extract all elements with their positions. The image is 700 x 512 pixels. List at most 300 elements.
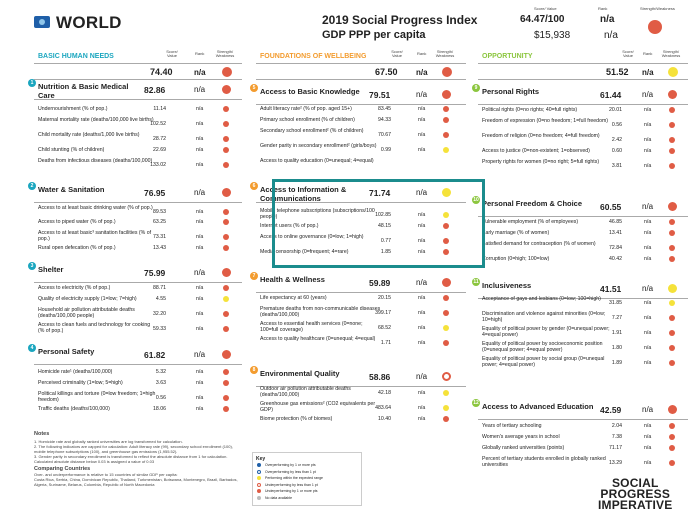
section-number-badge: 7 (250, 272, 258, 280)
indicator-label: Globally ranked universities (points) (482, 445, 565, 451)
indicator-value: 3.63 (155, 380, 166, 386)
indicator-value: 1.85 (380, 249, 391, 255)
note-1: 1. Homicide rate and globally ranked universities are log transformed for calculation. (34, 439, 183, 444)
comparing-text: Over- and underperformance is relative to 15 countries of similar GDP per capita: (34, 472, 178, 477)
section-number-badge: 9 (472, 84, 480, 92)
indicator-strength-dot (223, 395, 229, 401)
indicator-rank: n/a (196, 369, 204, 375)
indicator-value: 0.99 (380, 147, 391, 153)
indicator-strength-dot (669, 256, 675, 262)
indicator-label: Undernourishment (% of pop.) (38, 106, 108, 112)
indicator-label: Premature deaths from non-communicable diseases (deaths/100,000) (260, 306, 381, 319)
indicator-value: 28.72 (153, 136, 166, 142)
divider (256, 292, 466, 293)
indicator-value: 68.52 (378, 325, 391, 331)
section-title: Personal Freedom & Choice (482, 199, 583, 208)
key-swatch (257, 483, 261, 487)
section-number-badge: 5 (250, 84, 258, 92)
indicator-label: Maternal mortality rate (deaths/100,000 live births) (38, 117, 154, 123)
indicator-strength-dot (443, 390, 449, 396)
column-title: OPPORTUNITY (482, 53, 533, 60)
section-title: Nutrition & Basic Medical Care (38, 82, 129, 100)
indicator-label: Vulnerable employment (% of employees) (482, 219, 579, 225)
indicator-label: Access to at least basic³ sanitation facilities (% of pop.) (38, 230, 152, 243)
section-number-badge: 1 (28, 79, 36, 87)
indicator-strength-dot (223, 406, 229, 412)
key-label: Performing within the expected range (265, 476, 323, 480)
divider (256, 104, 466, 105)
section-strength-dot (222, 268, 231, 277)
section-rank: n/a (642, 405, 654, 414)
section-rank: n/a (194, 85, 206, 94)
indicator-rank: n/a (418, 405, 426, 411)
indicator-strength-dot (223, 136, 229, 142)
indicator-value: 0.77 (380, 238, 391, 244)
indicator-rank: n/a (644, 300, 652, 306)
section-score: 79.51 (369, 90, 391, 100)
indicator-value: 73.31 (153, 234, 166, 240)
col-sw-header: Strength/ Weakness (215, 49, 235, 59)
logo-line-3: IMPERATIVE (598, 498, 673, 512)
indicator-label: Access to quality education (0=unequal; 4=equal) (260, 158, 374, 164)
indicator-strength-dot (669, 245, 675, 251)
indicator-strength-dot (443, 132, 449, 138)
indicator-value: 31.85 (609, 300, 622, 306)
section-strength-dot (668, 284, 677, 293)
indicator-label: Property rights for women (0=no right; 5=full rights) (482, 159, 600, 165)
indicator-rank: n/a (418, 117, 426, 123)
section-title: Personal Safety (38, 347, 95, 356)
section-score: 61.82 (144, 350, 166, 360)
section-number-badge: 3 (28, 262, 36, 270)
country-title: WORLD (56, 13, 122, 32)
indicator-rank: n/a (644, 330, 652, 336)
indicator-value: 11.14 (153, 106, 166, 112)
indicator-label: Access to justice (0=non-existent; 1=observed) (482, 148, 590, 154)
indicator-label: Political killings and torture (0=low freedom; 1=high freedom) (38, 391, 156, 404)
indicator-label: Freedom of expression (0=no freedom; 1=full freedom) (482, 118, 609, 124)
indicator-rank: n/a (418, 390, 426, 396)
divider (34, 99, 242, 100)
indicator-label: Access to quality healthcare (0=unequal; 4=equal) (260, 336, 376, 342)
indicator-label: Quality of electricity supply (1=low; 7=high) (38, 296, 137, 302)
indicator-label: Satisfied demand for contraception (% of women) (482, 241, 596, 247)
section-strength-dot (442, 278, 451, 287)
indicator-strength-dot (669, 148, 675, 154)
indicator-value: 3.81 (611, 163, 622, 169)
indicator-rank: n/a (196, 285, 204, 291)
indicator-label: Corruption (0=high; 100=low) (482, 256, 550, 262)
section-number-badge: 12 (473, 400, 479, 406)
section-title: Personal Rights (482, 87, 540, 96)
indicator-rank: n/a (196, 326, 204, 332)
indicator-strength-dot (669, 163, 675, 169)
column-title: BASIC HUMAN NEEDS (38, 53, 114, 60)
sw-header: Strength/Weakness (640, 6, 675, 11)
index-title: 2019 Social Progress Index (322, 13, 478, 27)
divider (34, 202, 242, 203)
indicator-value: 18.06 (153, 406, 166, 412)
indicator-rank: n/a (644, 219, 652, 225)
divider (478, 419, 688, 420)
key-swatch (257, 496, 261, 500)
indicator-strength-dot (669, 360, 675, 366)
indicator-value: 42.18 (378, 390, 391, 396)
indicator-value: 48.15 (378, 223, 391, 229)
indicator-strength-dot (443, 325, 449, 331)
indicator-value: 4.55 (155, 296, 166, 302)
indicator-value: 7.27 (611, 315, 622, 321)
comparing-title: Comparing Countries (34, 466, 91, 472)
indicator-value: 32.20 (153, 311, 166, 317)
divider (478, 63, 688, 64)
indicator-rank: n/a (418, 147, 426, 153)
section-number-badge: 4 (28, 344, 36, 352)
indicator-strength-dot (669, 122, 675, 128)
notes-title: Notes (34, 431, 50, 437)
section-rank: n/a (416, 278, 428, 287)
col-score-header: Score/ Value (622, 49, 634, 59)
indicator-strength-dot (669, 460, 675, 466)
key-label: Overperforming by 1 or more pts (265, 463, 316, 467)
indicator-strength-dot (669, 219, 675, 225)
section-score: 58.86 (369, 372, 391, 382)
indicator-value: 71.17 (609, 445, 622, 451)
indicator-value: 0.60 (611, 148, 622, 154)
column-rank: n/a (642, 68, 654, 77)
indicator-rank: n/a (418, 223, 426, 229)
section-number-badge: 2 (28, 182, 36, 190)
section-rank: n/a (416, 188, 428, 197)
indicator-rank: n/a (196, 219, 204, 225)
section-strength-dot (442, 90, 451, 99)
score-header: Score/ Value (534, 6, 557, 11)
indicator-rank: n/a (644, 245, 652, 251)
indicator-value: 10.40 (378, 416, 391, 422)
indicator-value: 20.01 (609, 107, 622, 113)
indicator-label: Perceived criminality (1=low; 5=high) (38, 380, 123, 386)
indicator-strength-dot (669, 230, 675, 236)
indicator-strength-dot (223, 369, 229, 375)
section-rank: n/a (642, 90, 654, 99)
col-sw-header: Strength/ Weakness (435, 49, 455, 59)
column-strength-dot (668, 67, 678, 77)
section-strength-dot (668, 202, 677, 211)
section-rank: n/a (194, 350, 206, 359)
note-2: 2. The following indicators are capped for calculation: Adult literacy rate (99), secondary school enrollment (100), mobile telephone subscriptions (100), and greenhouse gas emissions (1,955.52). (34, 444, 233, 454)
divider (34, 282, 242, 283)
indicator-label: Equality of political power by gender (0=unequal power; 4=equal power) (482, 326, 610, 339)
indicator-strength-dot (223, 209, 229, 215)
indicator-strength-dot (443, 295, 449, 301)
section-rank: n/a (194, 268, 206, 277)
indicator-value: 399.17 (375, 310, 391, 316)
indicator-strength-dot (223, 311, 229, 317)
indicator-rank: n/a (644, 107, 652, 113)
notes-section (34, 432, 239, 487)
indicator-strength-dot (443, 106, 449, 112)
section-strength-dot (668, 405, 677, 414)
indicator-rank: n/a (196, 106, 204, 112)
indicator-rank: n/a (196, 296, 204, 302)
section-strength-dot (222, 188, 231, 197)
indicator-value: 13.43 (153, 245, 166, 251)
indicator-strength-dot (669, 107, 675, 113)
col-rank-header: Rank (195, 51, 205, 56)
indicator-rank: n/a (418, 325, 426, 331)
indicator-strength-dot (443, 147, 449, 153)
indicator-rank: n/a (644, 423, 652, 429)
index-subtitle: GDP PPP per capita (322, 29, 426, 41)
section-score: 82.86 (144, 85, 166, 95)
indicator-rank: n/a (418, 238, 426, 244)
column-strength-dot (442, 67, 452, 77)
indicator-strength-dot (669, 423, 675, 429)
indicator-strength-dot (443, 416, 449, 422)
indicator-strength-dot (223, 106, 229, 112)
indicator-value: 89.53 (153, 209, 166, 215)
indicator-strength-dot (223, 380, 229, 386)
key-label: Underperforming by less than 1 pt (265, 482, 318, 487)
indicator-rank: n/a (196, 245, 204, 251)
indicator-strength-dot (223, 121, 229, 127)
col-rank-header: Rank (643, 51, 653, 56)
comparing-countries: Costa Rica, Serbia, China, Dominican Republic, Thailand, Turkmenistan, Botswana, Montenegro, Brazil, Barbados, Algeria, Suriname, Belarus, Colombia, Republic of North Macedonia (34, 477, 238, 487)
indicator-label: Internet users (% of pop.) (260, 223, 319, 229)
indicator-label: Household air pollution attributable deaths (deaths/100,000 people) (38, 307, 135, 320)
indicator-rank: n/a (418, 340, 426, 346)
section-score: 76.95 (144, 188, 166, 198)
key-title: Key (256, 456, 266, 462)
col-rank-header: Rank (417, 51, 427, 56)
indicator-label: Freedom of religion (0=no freedom; 4=full freedom) (482, 133, 600, 139)
indicator-value: 0.56 (611, 122, 622, 128)
section-title: Health & Wellness (260, 275, 325, 284)
section-rank: n/a (416, 90, 428, 99)
indicator-label: Years of tertiary schooling (482, 423, 542, 429)
indicator-strength-dot (223, 245, 229, 251)
section-title: Water & Sanitation (38, 185, 105, 194)
section-score: 71.74 (369, 188, 391, 198)
divider (256, 63, 466, 64)
indicator-label: Child stunting (% of children) (38, 147, 105, 153)
indicator-value: 1.80 (611, 345, 622, 351)
indicator-rank: n/a (418, 295, 426, 301)
indicator-label: Access to at least basic drinking water (% of pop.) (38, 205, 153, 211)
divider (478, 216, 688, 217)
indicator-strength-dot (223, 219, 229, 225)
section-title: Access to Basic Knowledge (260, 87, 360, 96)
indicator-rank: n/a (644, 148, 652, 154)
indicator-rank: n/a (196, 406, 204, 412)
indicator-value: 1.89 (611, 360, 622, 366)
indicator-rank: n/a (644, 163, 652, 169)
indicator-value: 83.45 (378, 106, 391, 112)
highlight-box (272, 179, 485, 268)
indicator-strength-dot (223, 234, 229, 240)
indicator-value: 102.52 (150, 121, 166, 127)
indicator-label: Equality of political power by social group (0=unequal power; 4=equal power) (482, 356, 605, 369)
section-rank: n/a (194, 188, 206, 197)
indicator-label: Rural open defecation (% of pop.) (38, 245, 116, 251)
indicator-rank: n/a (644, 122, 652, 128)
section-number-badge: 11 (473, 279, 479, 285)
section-score: 75.99 (144, 268, 166, 278)
indicator-rank: n/a (644, 445, 652, 451)
column-rank: n/a (194, 68, 206, 77)
section-title: Environmental Quality (260, 369, 340, 378)
section-number-badge: 6 (250, 182, 258, 190)
rank-header: Rank (598, 6, 608, 11)
indicator-label: Primary school enrollment (% of children) (260, 117, 355, 123)
indicator-value: 46.85 (609, 219, 622, 225)
section-score: 60.55 (600, 202, 622, 212)
indicator-rank: n/a (644, 360, 652, 366)
indicator-strength-dot (669, 345, 675, 351)
section-strength-dot (222, 350, 231, 359)
indicator-value: 7.38 (611, 434, 622, 440)
indicator-strength-dot (443, 405, 449, 411)
overall-rank: n/a (600, 14, 615, 25)
column-strength-dot (222, 67, 232, 77)
col-sw-header: Strength/ Weakness (661, 49, 681, 59)
section-score: 59.89 (369, 278, 391, 288)
indicator-value: 13.29 (609, 460, 622, 466)
col-score-header: Score/ Value (166, 49, 178, 59)
section-strength-dot (442, 372, 451, 381)
legend-key (252, 452, 362, 506)
indicator-rank: n/a (644, 434, 652, 440)
indicator-strength-dot (669, 434, 675, 440)
indicator-value: 63.25 (153, 219, 166, 225)
indicator-label: Access to clean fuels and technology for cooking (% of pop.) (38, 322, 151, 335)
indicator-rank: n/a (196, 311, 204, 317)
section-number-badge: 8 (250, 366, 258, 374)
key-label: Overperforming by less than 1 pt (265, 469, 316, 474)
section-strength-dot (668, 90, 677, 99)
section-title: Inclusiveness (482, 281, 532, 290)
key-label: Underperforming by 1 or more pts (265, 489, 318, 493)
section-strength-dot (222, 85, 231, 94)
indicator-rank: n/a (196, 234, 204, 240)
indicator-rank: n/a (418, 310, 426, 316)
indicator-strength-dot (443, 340, 449, 346)
indicator-label: Life expectancy at 60 (years) (260, 295, 327, 301)
section-score: 61.44 (600, 90, 622, 100)
overall-strength-dot (648, 20, 662, 34)
indicator-rank: n/a (418, 132, 426, 138)
indicator-rank: n/a (644, 315, 652, 321)
indicator-value: 133.02 (150, 162, 166, 168)
indicator-rank: n/a (196, 121, 204, 127)
divider (34, 79, 242, 80)
indicator-strength-dot (223, 285, 229, 291)
indicator-rank: n/a (196, 162, 204, 168)
indicator-label: Access to electricity (% of pop.) (38, 285, 111, 291)
indicator-strength-dot (223, 162, 229, 168)
indicator-rank: n/a (644, 460, 652, 466)
section-title: Access to Advanced Education (482, 402, 594, 411)
section-score: 41.51 (600, 284, 622, 294)
indicator-value: 22.69 (153, 147, 166, 153)
indicator-label: Homicide rate¹ (deaths/100,000) (38, 369, 113, 375)
indicator-rank: n/a (196, 147, 204, 153)
indicator-strength-dot (223, 296, 229, 302)
section-rank: n/a (642, 284, 654, 293)
indicator-value: 5.32 (155, 369, 166, 375)
note-3: 3. Gender parity in secondary enrollment is transformed to reflect the absolute distance from 1 for calculation. Calculated absolute distance below 0.03 is assigned a value of 0.03 (34, 454, 228, 464)
globe-icon (34, 16, 50, 28)
section-rank: n/a (642, 202, 654, 211)
indicator-value: 70.67 (378, 132, 391, 138)
divider (478, 79, 688, 80)
indicator-value: 2.04 (611, 423, 622, 429)
key-swatch (257, 470, 261, 474)
indicator-rank: n/a (644, 230, 652, 236)
indicator-label: Media censorship (0=frequent; 4=rare) (260, 249, 349, 255)
divider (256, 79, 466, 80)
indicator-strength-dot (223, 147, 229, 153)
indicator-strength-dot (443, 117, 449, 123)
logo-line-2: PROGRESS (600, 487, 671, 501)
indicator-label: Equality of political power by socioeconomic position (0=unequal power; 4=equal power) (482, 341, 603, 354)
indicator-rank: n/a (196, 209, 204, 215)
indicator-rank: n/a (418, 106, 426, 112)
indicator-value: 59.33 (153, 326, 166, 332)
indicator-value: 102.85 (375, 212, 391, 218)
indicator-value: 1.91 (611, 330, 622, 336)
indicator-label: Outdoor air pollution attributable deaths (deaths/100,000) (260, 386, 351, 399)
indicator-strength-dot (443, 310, 449, 316)
indicator-rank: n/a (196, 380, 204, 386)
key-swatch (257, 489, 261, 493)
indicator-rank: n/a (196, 395, 204, 401)
indicator-strength-dot (669, 445, 675, 451)
section-rank: n/a (416, 372, 428, 381)
indicator-label: Early marriage (% of women) (482, 230, 550, 236)
indicator-label: Adult literacy rate² (% of pop. aged 15+) (260, 106, 352, 112)
spi-logo (598, 478, 672, 511)
indicator-value: 13.41 (609, 230, 622, 236)
indicator-label: Mobile telephone subscriptions (subscriptions/100 people) (260, 208, 375, 221)
divider (34, 63, 242, 64)
indicator-value: 2.42 (611, 137, 622, 143)
indicator-label: Access to essential health services (0=none; 100=full coverage) (260, 321, 363, 334)
indicator-rank: n/a (644, 137, 652, 143)
key-label: No data available (265, 495, 293, 500)
indicator-rank: n/a (196, 136, 204, 142)
divider (478, 104, 688, 105)
indicator-label: Biome protection (% of biomes) (260, 416, 333, 422)
gdp-value: $15,938 (534, 30, 571, 41)
indicator-strength-dot (669, 330, 675, 336)
column-title: FOUNDATIONS OF WELLBEING (260, 53, 367, 60)
indicator-label: Child mortality rate (deaths/1,000 live births) (38, 132, 140, 138)
logo-line-1: SOCIAL (611, 476, 659, 490)
indicator-label: Traffic deaths (deaths/100,000) (38, 406, 110, 412)
indicator-label: Access to online governance (0=low; 1=high) (260, 234, 364, 240)
indicator-label: Greenhouse gas emissions² (CO2 equivalents per GDP) (260, 401, 376, 414)
section-title: Shelter (38, 265, 64, 274)
column-score: 67.50 (375, 67, 398, 77)
column-rank: n/a (416, 68, 428, 77)
indicator-label: Deaths from infectious diseases (deaths/100,000) (38, 158, 153, 164)
indicator-value: 1.71 (380, 340, 391, 346)
section-score: 42.59 (600, 405, 622, 415)
indicator-label: Access to piped water (% of pop.) (38, 219, 116, 225)
indicator-label: Percent of tertiary students enrolled in globally ranked universities (482, 456, 606, 469)
key-swatch (257, 476, 261, 480)
